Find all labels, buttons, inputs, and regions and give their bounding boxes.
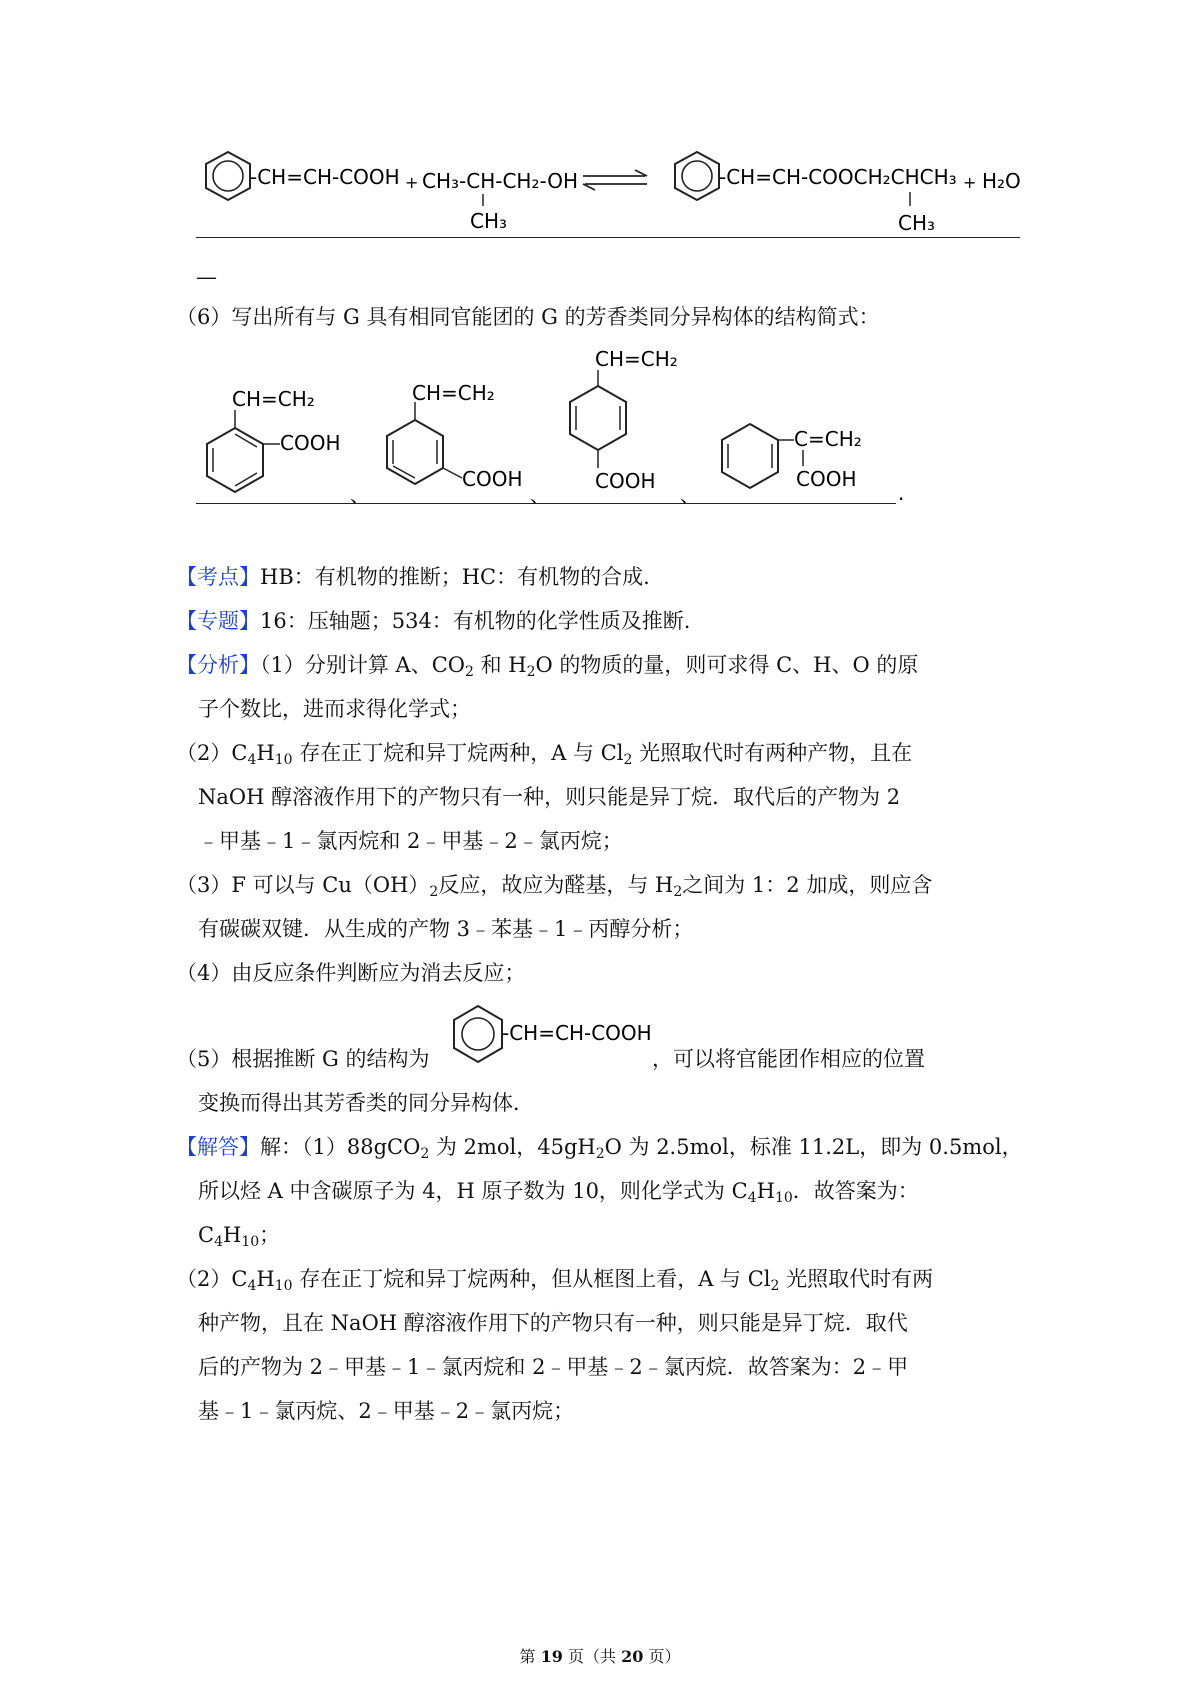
vinyl-group: CH=CH₂ bbox=[232, 387, 315, 411]
jieda-line-3: $C_4H_{10}$； bbox=[198, 1223, 281, 1250]
esterification-reaction bbox=[190, 140, 1040, 250]
product-chain: -CH=CH-COOCH₂CHCH₃ bbox=[719, 165, 957, 189]
water-formula: H₂O bbox=[982, 169, 1021, 193]
jieda-line-5: 种产物，且在 NaOH 醇溶液作用下的产物只有一种，则只能是异丁烷．取代 bbox=[198, 1311, 908, 1335]
isomer-ortho bbox=[207, 387, 341, 492]
carboxyl-group: COOH bbox=[280, 431, 341, 455]
zhuanti-tag: 【专题】 bbox=[176, 609, 260, 633]
benzene-ring bbox=[387, 420, 443, 484]
question-6: （6）写出所有与 G 具有相同官能团的 G 的芳香类同分异构体的结构简式： bbox=[176, 305, 880, 329]
fenxi-line-9a: （5）根据推断 G 的结构为 bbox=[176, 1047, 430, 1071]
jieda-line-7: 基﹣1﹣氯丙烷、2﹣甲基﹣2﹣氯丙烷； bbox=[198, 1399, 575, 1423]
jieda-line-1: 【解答】解：（1）88gCO$_2$ 为 2mol，$45gH_2O$ 为 2.5mol，标准 11.2L，即为 0.5mol， bbox=[176, 1135, 1023, 1162]
benzene-ring-circle bbox=[213, 161, 243, 191]
vinyl-group: CH=CH₂ bbox=[412, 381, 495, 405]
g-structure bbox=[440, 998, 660, 1078]
isomer-structures bbox=[190, 340, 910, 510]
page-total: 20 bbox=[621, 1647, 644, 1666]
fenxi-line-7: 有碳碳双键．从生成的产物 3﹣苯基﹣1﹣丙醇分析； bbox=[198, 917, 694, 941]
plus-sign: + bbox=[405, 173, 419, 192]
fenxi-line-4: NaOH 醇溶液作用下的产物只有一种，则只能是异丁烷．取代后的产物为 2 bbox=[198, 785, 901, 809]
kaodian-tag: 【考点】 bbox=[176, 565, 260, 589]
vinylidene-group: C=CH₂ bbox=[794, 427, 862, 451]
end-mark: . bbox=[898, 481, 905, 505]
jieda-line-4: $(2)C_4H_{10}$ 存在正丁烷和异丁烷两种，但从框图上看，A 与 $Cl_2$ 光照取代时有两 bbox=[176, 1267, 934, 1294]
answer-underline bbox=[196, 503, 896, 504]
reactant2-chain: CH₃-CH-CH₂-OH bbox=[422, 169, 579, 193]
isomer-meta bbox=[387, 381, 523, 491]
trailing-dash: — bbox=[196, 265, 217, 289]
benzene-ring bbox=[207, 428, 263, 492]
isomer-para bbox=[570, 347, 678, 493]
fenxi-line-8: （4）由反应条件判断应为消去反应； bbox=[176, 961, 526, 985]
page-footer: 第 19 页（共 20 页） bbox=[519, 1647, 681, 1666]
carboxyl-group: COOH bbox=[462, 467, 523, 491]
fenxi-line-5: ﹣甲基﹣1﹣氯丙烷和 2﹣甲基﹣2﹣氯丙烷； bbox=[198, 829, 623, 853]
inner-bond bbox=[235, 434, 257, 447]
zhuanti-line bbox=[176, 606, 690, 636]
plus-sign: + bbox=[963, 173, 977, 192]
reactant2-branch: CH₃ bbox=[470, 209, 508, 233]
isomer-alpha bbox=[722, 424, 862, 491]
fenxi-tag: 【分析】 bbox=[176, 653, 260, 677]
fenxi-line-3: $(2)C_4H_{10}$ 存在正丁烷和异丁烷两种，A 与 $Cl_2$ 光照取代时有两种产物，且在 bbox=[176, 741, 913, 768]
reactant1-chain: -CH=CH-COOH bbox=[250, 165, 400, 189]
benzene-ring-circle bbox=[682, 161, 712, 191]
g-chain: -CH=CH-COOH bbox=[502, 1021, 652, 1045]
fenxi-line-1: 【分析】（1）分别计算 A、$CO_2$ 和 $H_2O$ 的物质的量，则可求得 C、H、O 的原 bbox=[176, 653, 919, 680]
fenxi-line-6: （3）F 可以与 $Cu(OH)_2$反应，故应为醛基，与 $H_2$之间为 1：2 加成，则应含 bbox=[176, 873, 933, 900]
vinyl-group: CH=CH₂ bbox=[595, 347, 678, 371]
answer-underline bbox=[196, 237, 1020, 238]
fenxi-line-9b: ，可以将官能团作相应的位置 bbox=[652, 1047, 925, 1071]
separator: 、 bbox=[530, 483, 550, 507]
benzene-ring bbox=[570, 386, 626, 450]
product-branch: CH₃ bbox=[898, 211, 936, 235]
separator: 、 bbox=[350, 483, 370, 507]
separator: 、 bbox=[680, 483, 700, 507]
jieda-tag: 【解答】 bbox=[176, 1135, 260, 1159]
jieda-line-6: 后的产物为 2﹣甲基﹣1﹣氯丙烷和 2﹣甲基﹣2﹣氯丙烷．故答案为：2﹣甲 bbox=[198, 1355, 909, 1379]
fenxi-line-10: 变换而得出其芳香类的同分异构体． bbox=[198, 1091, 534, 1115]
kaodian-line bbox=[176, 562, 650, 592]
inner-bond bbox=[393, 466, 415, 478]
fenxi-line-2: 子个数比，进而求得化学式； bbox=[198, 697, 471, 721]
benzene-ring bbox=[722, 424, 778, 488]
zhuanti-text: 16：压轴题；534：有机物的化学性质及推断. bbox=[260, 609, 691, 633]
kaodian-text: HB：有机物的推断；HC：有机物的合成. bbox=[260, 565, 650, 589]
benzene-ring-circle bbox=[462, 1018, 494, 1050]
carboxyl-group: COOH bbox=[595, 469, 656, 493]
page-number: 19 bbox=[540, 1647, 563, 1666]
bond bbox=[443, 468, 462, 478]
jieda-line-2: 所以烃 A 中含碳原子为 4，H 原子数为 10，则化学式为 $C_4H_{10}$．故答案为： bbox=[198, 1179, 919, 1206]
carboxyl-group: COOH bbox=[796, 467, 857, 491]
inner-bond bbox=[235, 473, 257, 486]
